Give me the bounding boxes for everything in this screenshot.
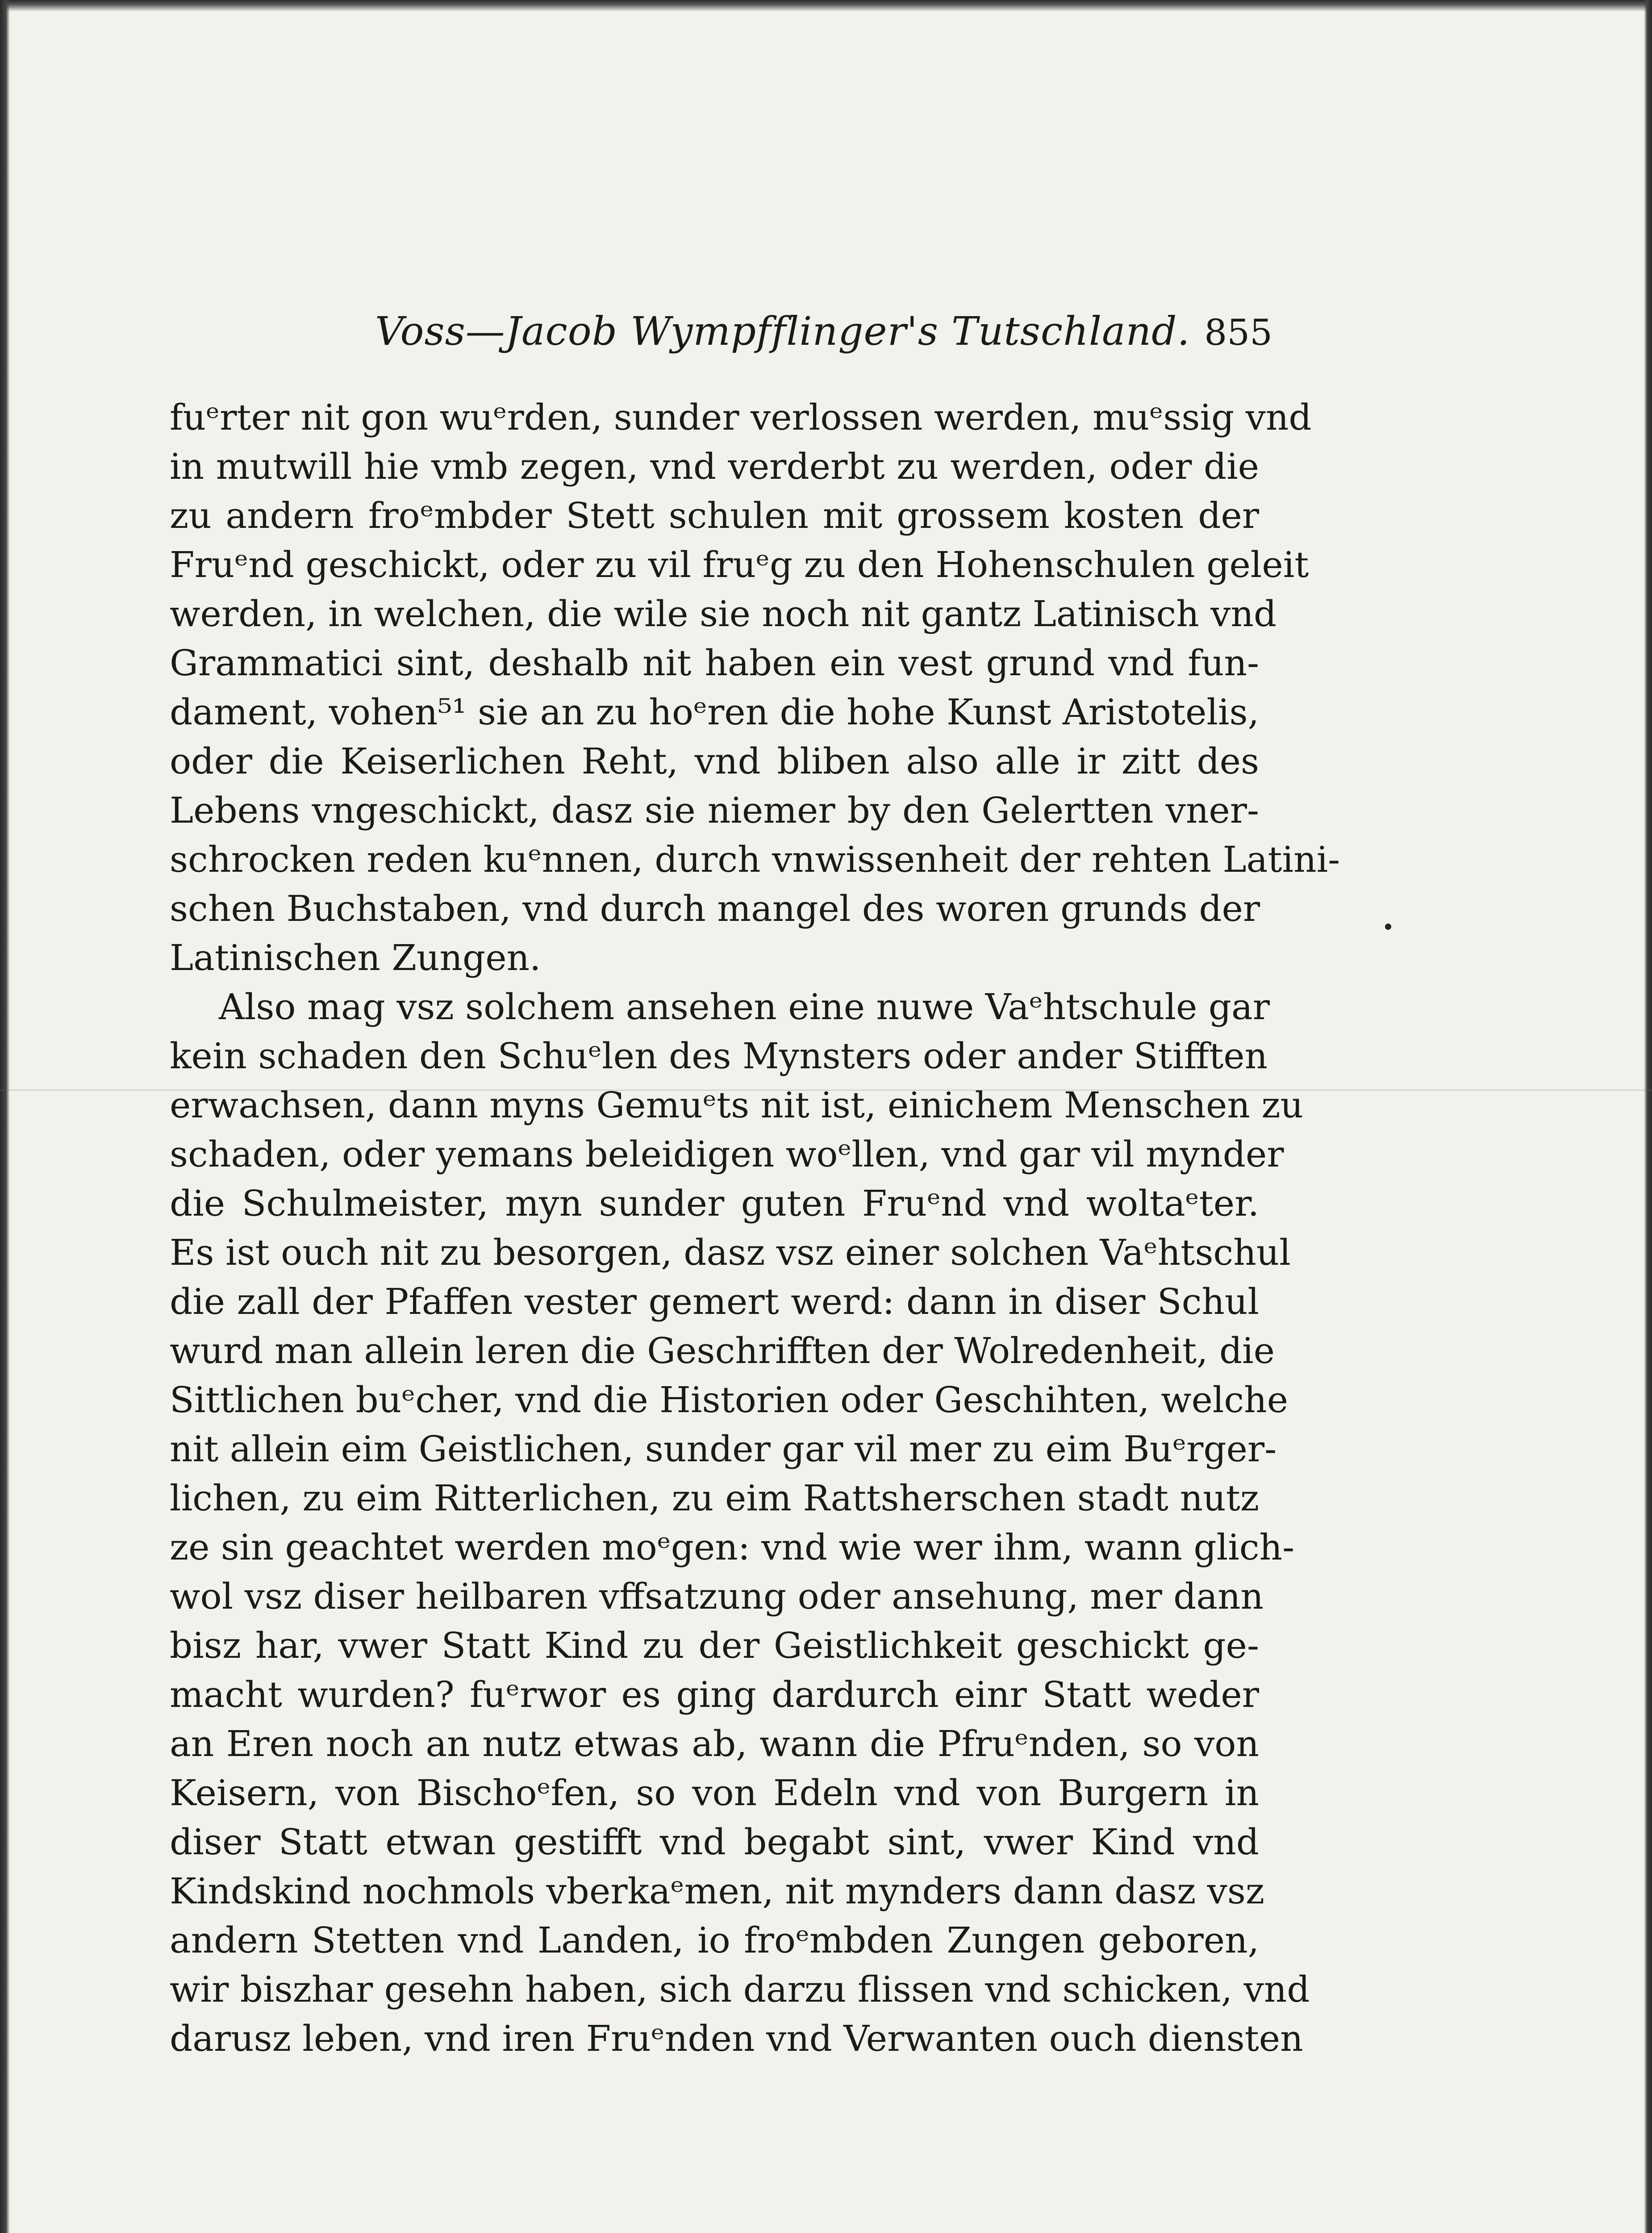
- text-line: zu andern froᵉmbder Stett schulen mit grossem kosten der: [170, 495, 1259, 536]
- text-line: nit allein eim Geistlichen, sunder gar vil mer zu eim Buᵉrger-: [170, 1428, 1277, 1470]
- text-line: die zall der Pfaffen vester gemert werd: dann in diser Schul: [170, 1281, 1259, 1322]
- text-line: Keisern, von Bischoᵉfen, so von Edeln vnd von Burgern in: [170, 1772, 1259, 1814]
- body-text: [170, 393, 1340, 2063]
- text-line: Lebens vngeschickt, dasz sie niemer by den Gelertten vner-: [170, 790, 1259, 831]
- page-header: [375, 308, 1272, 362]
- text-line: Es ist ouch nit zu besorgen, dasz vsz einer solchen Vaᵉhtschul: [170, 1232, 1291, 1273]
- text-line: wir biszhar gesehn haben, sich darzu flissen vnd schicken, vnd: [170, 1969, 1310, 2010]
- text-line: dament, vohen⁵¹ sie an zu hoᵉren die hohe Kunst Aristotelis,: [170, 691, 1259, 733]
- page-number: 855: [1204, 312, 1272, 353]
- text-line: schaden, oder yemans beleidigen woᵉllen, vnd gar vil mynder: [170, 1133, 1284, 1175]
- text-line: diser Statt etwan gestifft vnd begabt sint, vwer Kind vnd: [170, 1821, 1259, 1863]
- text-line: Latinischen Zungen.: [170, 937, 541, 979]
- scan-border-left: [0, 0, 10, 2233]
- scan-border-top: [0, 0, 1652, 12]
- text-line: lichen, zu eim Ritterlichen, zu eim Rattsherschen stadt nutz: [170, 1477, 1259, 1519]
- text-line: Also mag vsz solchem ansehen eine nuwe Vaᵉhtschule gar: [219, 986, 1270, 1028]
- text-line: ze sin geachtet werden moᵉgen: vnd wie wer ihm, wann glich-: [170, 1526, 1295, 1568]
- text-line: Sittlichen buᵉcher, vnd die Historien oder Geschihten, welche: [170, 1379, 1289, 1421]
- text-line: an Eren noch an nutz etwas ab, wann die Pfruᵉnden, so von: [170, 1723, 1259, 1765]
- text-line: in mutwill hie vmb zegen, vnd verderbt zu werden, oder die: [170, 446, 1259, 487]
- text-line: schen Buchstaben, vnd durch mangel des woren grunds der: [170, 888, 1260, 929]
- text-line: oder die Keiserlichen Reht, vnd bliben also alle ir zitt des: [170, 740, 1259, 782]
- text-line: Fruᵉnd geschickt, oder zu vil fruᵉg zu den Hohenschulen geleit: [170, 544, 1309, 585]
- text-line: Kindskind nochmols vberkaᵉmen, nit mynders dann dasz vsz: [170, 1870, 1265, 1912]
- text-line: fuᵉrter nit gon wuᵉrden, sunder verlossen werden, muᵉssig vnd: [170, 397, 1312, 438]
- running-title: Voss—Jacob Wympfflinger's Tutschland.: [375, 308, 1190, 354]
- text-line: werden, in welchen, die wile sie noch nit gantz Latinisch vnd: [170, 593, 1277, 635]
- text-line: kein schaden den Schuᵉlen des Mynsters oder ander Stifften: [170, 1035, 1268, 1077]
- ink-speck: [1385, 924, 1391, 930]
- text-line: andern Stetten vnd Landen, io froᵉmbden Zungen geboren,: [170, 1919, 1259, 1961]
- text-line: darusz leben, vnd iren Fruᵉnden vnd Verwanten ouch diensten: [170, 2018, 1303, 2059]
- text-line: erwachsen, dann myns Gemuᵉts nit ist, einichem Menschen zu: [170, 1084, 1304, 1126]
- text-line: macht wurden? fuᵉrwor es ging dardurch einr Statt weder: [170, 1674, 1259, 1715]
- text-line: die Schulmeister, myn sunder guten Fruᵉnd vnd woltaᵉter.: [170, 1183, 1259, 1224]
- scan-border-right: [1644, 0, 1652, 2233]
- text-line: bisz har, vwer Statt Kind zu der Geistlichkeit geschickt ge-: [170, 1625, 1259, 1666]
- text-line: schrocken reden kuᵉnnen, durch vnwissenheit der rehten Latini-: [170, 839, 1340, 880]
- text-line: wol vsz diser heilbaren vffsatzung oder ansehung, mer dann: [170, 1576, 1264, 1617]
- text-line: wurd man allein leren die Geschrifften der Wolredenheit, die: [170, 1330, 1275, 1372]
- text-line: Grammatici sint, deshalb nit haben ein vest grund vnd fun-: [170, 642, 1259, 684]
